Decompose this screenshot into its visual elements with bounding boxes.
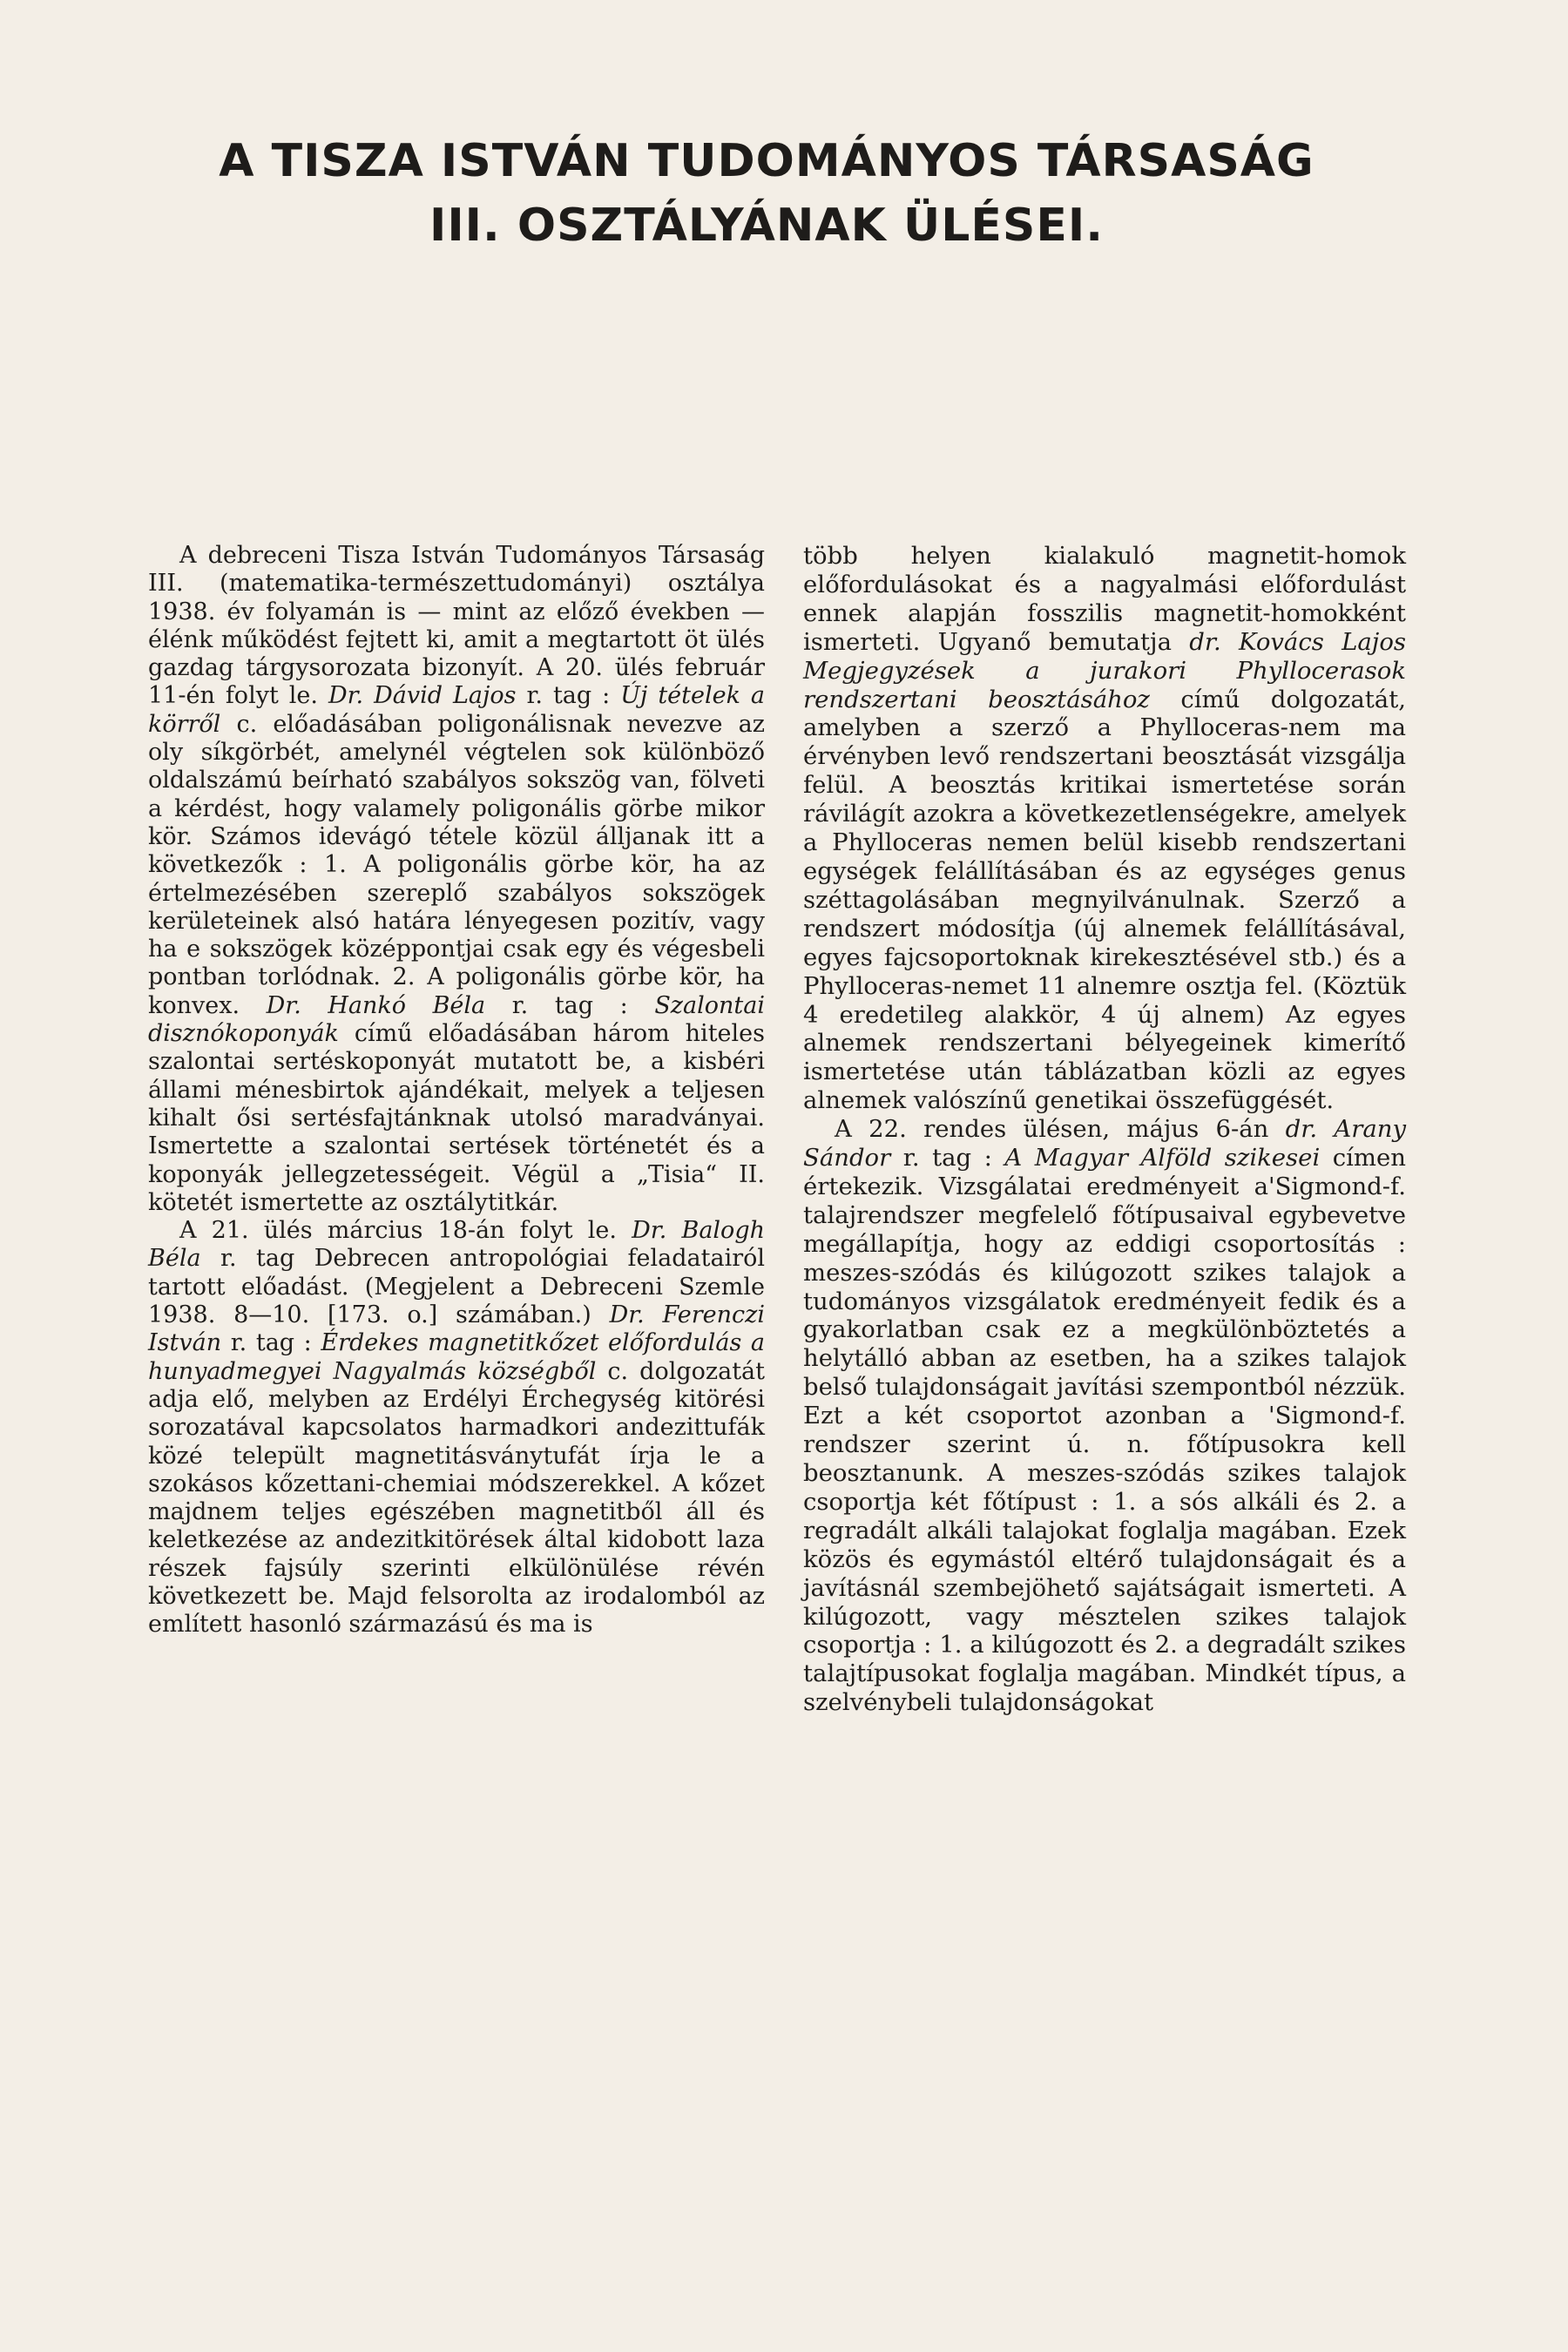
paragraph-session-22	[803, 1115, 1406, 1717]
text-run: c. dolgozatát adja elő, melyben az Erdélyi Érchegység kitörési sorozatával kapcsolatos harmadkori andezittufák közé települt magnetitásványtufát írja le a szokásos kőzettani-chemiai módszerekkel. A kőzet majdnem teljes egészében magnetitből áll és keletkezése az andezitkitörések által kidobott laza részek fajsúly szerinti elkülönülése révén következett be. Majd felsorolta az irodalomból az említett hasonló származású és ma is	[148, 1357, 765, 1639]
text-run: r. tag :	[516, 682, 621, 710]
lecture-title: Szalontai disznókoponyák	[148, 991, 765, 1048]
lecture-title: Új tételek a körről	[148, 682, 766, 738]
lecture-title: A Magyar Alföld szikesei	[1004, 1144, 1321, 1173]
left-column	[148, 542, 765, 2267]
title-line-2: III. OSZTÁLYÁNAK ÜLÉSEI.	[429, 199, 1104, 252]
author-name: Dr. Ferenczi István	[148, 1301, 765, 1357]
paragraph-session-21-continued	[803, 542, 1406, 1115]
text-run: A debreceni Tisza István Tudományos Társaság III. (matematika-természettudományi) osztálya 1938. év folyamán is — mint az előző években — élénk működést fejtett ki, amit a megtartott öt ülés gazdag tárgysorozata bizonyít. A 20. ülés február 11-én folyt le.	[148, 542, 765, 710]
author-name: Dr. Hankó Béla	[266, 991, 486, 1019]
title-line-1: A TISZA ISTVÁN TUDOMÁNYOS TÁRSASÁG	[219, 135, 1315, 187]
author-name: Dr. Dávid Lajos	[328, 682, 517, 710]
author-name: dr. Arany Sándor	[803, 1115, 1406, 1173]
lecture-title: Megjegyzések a jurakori Phyllocerasok rendszertani beosztásához	[803, 656, 1406, 713]
text-run: r. tag :	[221, 1329, 321, 1357]
page-title	[122, 129, 1411, 258]
text-run: címen értekezik. Vizsgálatai eredményeit a'Sigmond-f. talajrendszer megfelelő főtípusaival egybevetve megállapítja, hogy az eddigi csoportosítás : meszes-szódás és kilúgozott szikes talajok a tudományos vizsgálatok eredményeit fedik és a gyakorlatban csak ez a megkülönböztetés a helytálló abban az esetben, ha a szikes talajok belső tulajdonságait javítási szempontból nézzük. Ezt a két csoportot azonban a 'Sigmond-f. rendszer szerint ú. n. főtípusokra kell beosztanunk. A meszes-szódás szikes talajok csoportja két főtípust : 1. a sós alkáli és 2. a regradált alkáli talajokat foglalja magában. Ezek közös és egymástól eltérő tulajdonságait és a javításnál szembejöhető sajátságait ismerteti. A kilúgozott, vagy mésztelen szikes talajok csoportja : 1. a kilúgozott és 2. a degradált szikes talajtípusokat foglalja magában. Mindkét típus, a szelvénybeli tulajdonságokat	[803, 1144, 1406, 1717]
author-name: Dr. Balogh Béla	[148, 1217, 765, 1273]
paragraph-session-21	[148, 1217, 765, 1639]
right-column	[803, 542, 1406, 2267]
text-run: r. tag :	[890, 1144, 1005, 1173]
paragraph-session-20	[148, 542, 765, 1217]
lecture-title: Érdekes magnetitkőzet előfordulás a hunyadmegyei Nagyalmás községből	[148, 1329, 766, 1385]
text-run: című dolgozatát, amelyben a szerző a Phylloceras-nem ma érvényben levő rendszertani beosztását vizsgálja felül. A beosztás kritikai ismertetése során rávilágít azokra a következetlenségekre, amelyek a Phylloceras nemen belül kisebb rendszertani egységek felállításában és az egységes genus széttagolásában megnyilvánulnak. Szerző a rendszert módosítja (új alnemek felállításával, egyes fajcsoportoknak kirekesztésével stb.) és a Phylloceras-nemet 11 alnemre osztja fel. (Köztük 4 eredetileg alakkör, 4 új alnem) Az egyes alnemek rendszertani bélyegeinek kimerítő ismertetése után táblázatban közli az egyes alnemek valószínű genetikai összefüggését.	[803, 685, 1406, 1115]
text-run: A 22. rendes ülésen, május 6-án	[835, 1115, 1286, 1144]
text-run: c. előadásában poligonálisnak nevezve az oly síkgörbét, amelynél végtelen sok különböző oldalszámú beírható szabályos sokszög van, fölveti a kérdést, hogy valamely poligonális görbe mikor kör. Számos idevágó tétele közül álljanak itt a következők : 1. A poligonális görbe kör, ha az értelmezésében szereplő szabályos sokszögek kerületeinek alsó határa lényegesen pozitív, vagy ha e sokszögek középpontjai csak egy és végesbeli pontban torlódnak. 2. A poligonális görbe kör, ha konvex.	[148, 710, 765, 1019]
author-name: dr. Kovács Lajos	[1189, 627, 1406, 656]
text-run: című előadásában három hiteles szalontai sertéskoponyát mutatott be, a kisbéri állami ménesbirtok ajándékait, melyek a teljesen kihalt ősi sertésfajtánknak utolsó maradványai. Ismertette a szalontai sertések történetét és a koponyák jellegzetességeit. Végül a „Tisia“ II. kötetét ismertette az osztálytitkár.	[148, 1020, 765, 1216]
text-run: több helyen kialakuló magnetit-homok előfordulásokat és a nagyalmási előfordulást ennek alapján fosszilis magnetit-homokként ismerteti. Ugyanő bemutatja	[803, 542, 1406, 656]
text-run: r. tag :	[485, 991, 655, 1019]
text-run: A 21. ülés március 18-án folyt le.	[179, 1217, 632, 1245]
text-run: r. tag Debrecen antropológiai feladatairól tartott előadást. (Megjelent a Debreceni Szemle 1938. 8—10. [173. o.] számában.)	[148, 1245, 765, 1329]
